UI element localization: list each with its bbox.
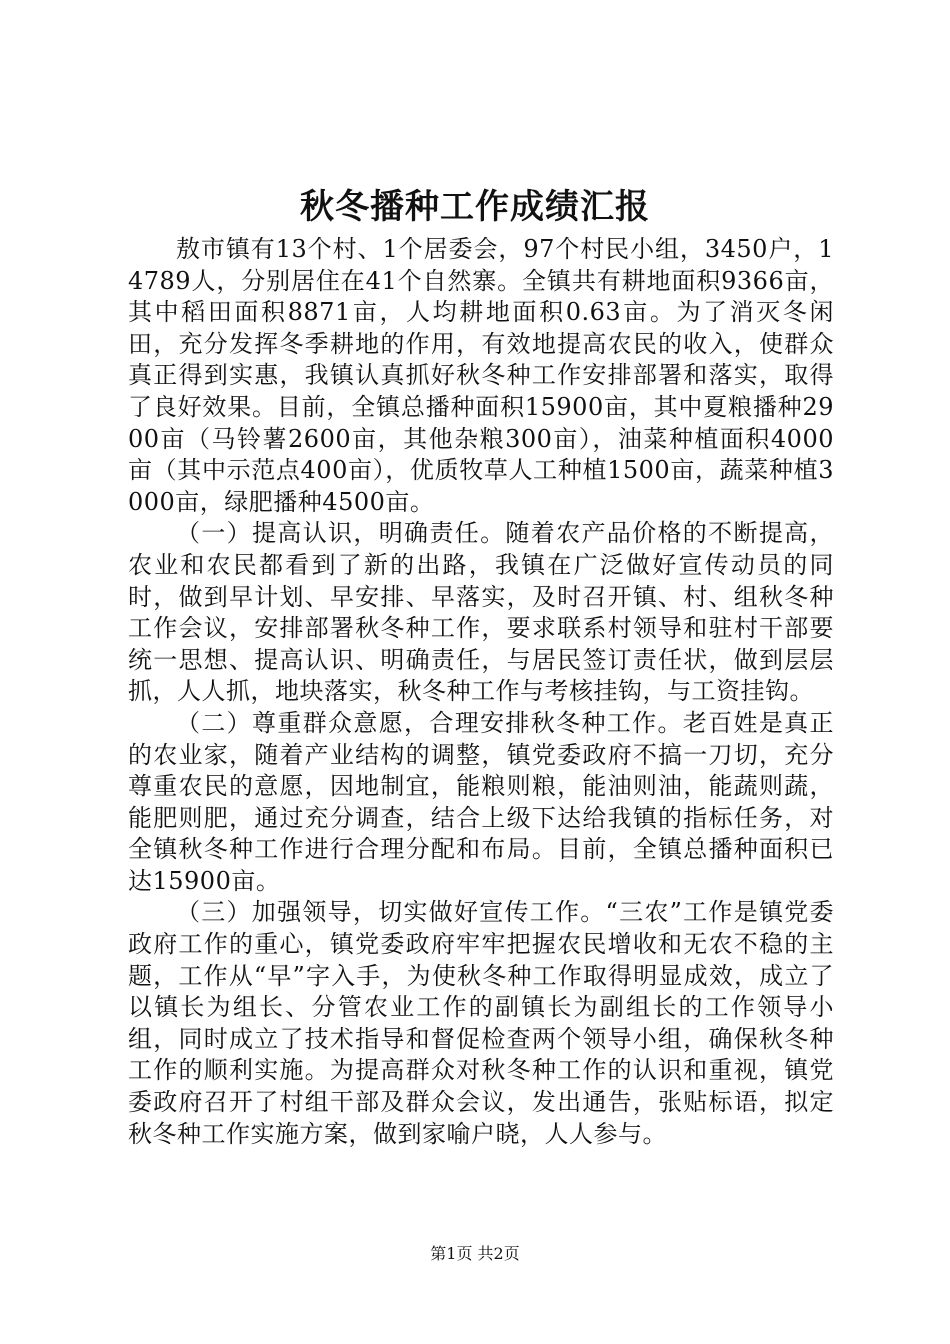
paragraph-section-1: （一）提高认识，明确责任。随着农产品价格的不断提高，农业和农民都看到了新的出路，我镇在广泛做好宣传动员的同时，做到早计划、早安排、早落实，及时召开镇、村、组秋冬种工作会议，安排部署秋冬种工作，要求联系村领导和驻村干部要统一思想、提高认识、明确责任，与居民签订责任状，做到层层抓，人人抓，地块落实，秋冬种工作与考核挂钩，与工资挂钩。 (128, 519, 834, 706)
paragraph-section-2: （二）尊重群众意愿，合理安排秋冬种工作。老百姓是真正的农业家，随着产业结构的调整，镇党委政府不搞一刀切，充分尊重农民的意愿，因地制宜，能粮则粮，能油则油，能蔬则蔬，能肥则肥，通过充分调查，结合上级下达给我镇的指标任务，对全镇秋冬种工作进行合理分配和布局。目前，全镇总播种面积已达15900亩。 (128, 708, 834, 895)
page-footer: 第1页 共2页 (430, 1244, 520, 1263)
paragraph-section-3: （三）加强领导，切实做好宣传工作。“三农”工作是镇党委政府工作的重心，镇党委政府牢牢把握农民增收和无农不稳的主题，工作从“早”字入手，为使秋冬种工作取得明显成效，成立了以镇长为组长、分管农业工作的副镇长为副组长的工作领导小组，同时成立了技术指导和督促检查两个领导小组，确保秋冬种工作的顺利实施。为提高群众对秋冬种工作的认识和重视，镇党委政府召开了村组干部及群众会议，发出通告，张贴标语，拟定秋冬种工作实施方案，做到家喻户晓，人人参与。 (128, 898, 834, 1148)
paragraph-intro: 敖市镇有13个村、1个居委会，97个村民小组，3450户，14789人，分别居住在41个自然寨。全镇共有耕地面积9366亩，其中稻田面积8871亩，人均耕地面积0.63亩。为了消灭冬闲田，充分发挥冬季耕地的作用，有效地提高农民的收入，使群众真正得到实惠，我镇认真抓好秋冬种工作安排部署和落实，取得了良好效果。目前，全镇总播种面积15900亩，其中夏粮播种2900亩（马铃薯2600亩，其他杂粮300亩），油菜种植面积4000亩（其中示范点400亩），优质牧草人工种植1500亩，蔬菜种植3000亩，绿肥播种4500亩。 (128, 235, 834, 516)
document-title: 秋冬播种工作成绩汇报 (300, 187, 650, 227)
document-body (128, 234, 834, 1150)
